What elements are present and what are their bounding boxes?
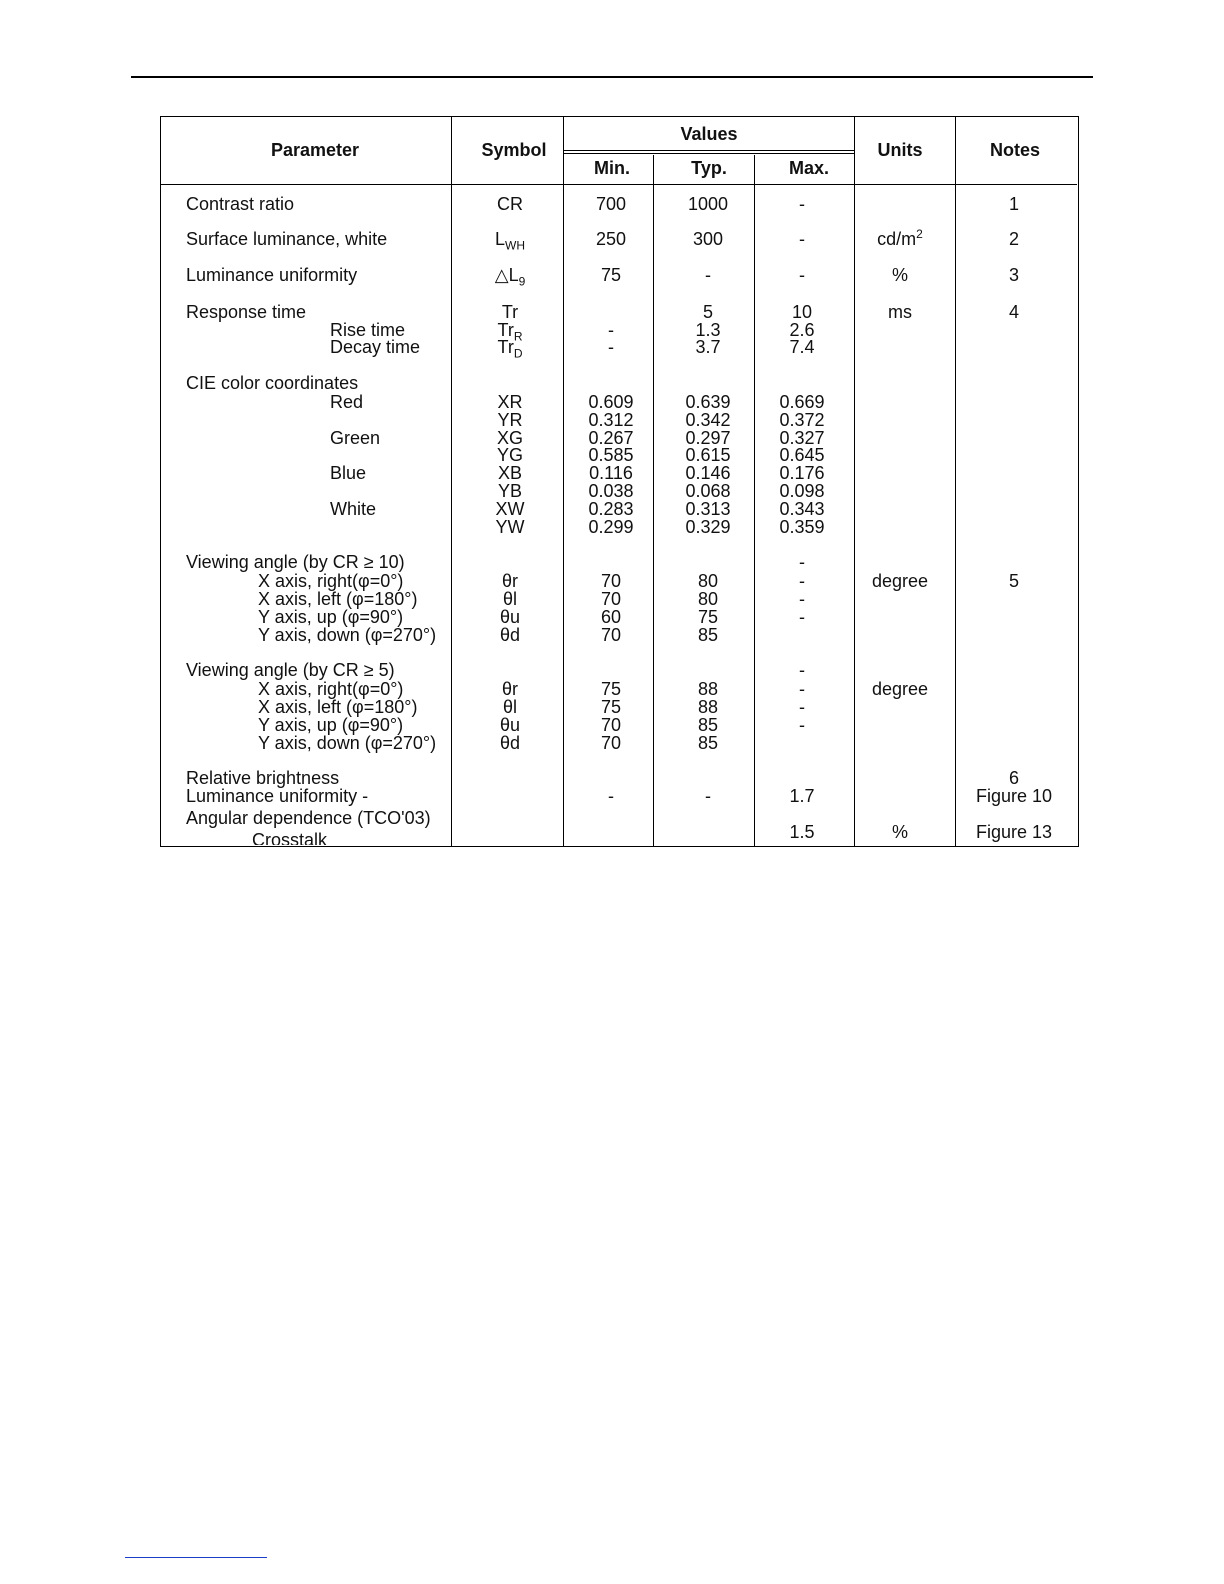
max-left: - (799, 589, 805, 609)
symbol: CR (497, 194, 523, 214)
col-divider-parameter (451, 117, 452, 846)
typ-value: 1000 (687, 194, 729, 214)
sub-label-left: X axis, left (φ=180°) (258, 589, 418, 609)
optical-spec-table (160, 116, 1079, 847)
unit: degree (871, 571, 929, 591)
symbol-right: θr (501, 571, 519, 591)
note-1: 6 (1008, 768, 1020, 788)
max-xg: 0.327 (779, 428, 825, 448)
col-divider-units (955, 117, 956, 846)
max-yr: 0.372 (779, 410, 825, 430)
min-yr: 0.312 (588, 410, 634, 430)
label-blue: Blue (330, 463, 367, 483)
typ-yr: 0.342 (685, 410, 731, 430)
typ-left: 88 (697, 697, 719, 717)
symbol: $L_{WH}$ (494, 229, 526, 253)
label-green: Green (330, 428, 381, 448)
max-xb: 0.176 (779, 463, 825, 483)
header-parameter: Parameter (270, 140, 360, 160)
max-value-rise: 2.6 (789, 320, 815, 340)
param-label: Angular dependence (TCO'03) (186, 808, 431, 828)
sub-label-up: Y axis, up (φ=90°) (258, 715, 404, 735)
symbol: Tr (501, 302, 519, 322)
typ-xw: 0.313 (685, 499, 731, 519)
note: 1 (1008, 194, 1020, 214)
max-left: - (799, 697, 805, 717)
param-label: Viewing angle (by CR ≥ 5) (186, 660, 395, 680)
symbol-down: θd (499, 733, 521, 753)
header-units: Units (877, 140, 923, 160)
note: 4 (1008, 302, 1020, 322)
header-min: Min. (594, 158, 630, 178)
typ-xg: 0.297 (685, 428, 731, 448)
typ-value: 5 (702, 302, 714, 322)
min-value: - (608, 786, 614, 806)
min-right: 75 (600, 679, 622, 699)
typ-down: 85 (697, 625, 719, 645)
col-divider-min (653, 155, 654, 846)
typ-up: 75 (697, 607, 719, 627)
typ-right: 80 (697, 571, 719, 591)
symbol-down: θd (499, 625, 521, 645)
typ-up: 85 (697, 715, 719, 735)
typ-yg: 0.615 (685, 445, 731, 465)
min-right: 70 (600, 571, 622, 591)
header-notes: Notes (989, 140, 1041, 160)
sub-label-up: Y axis, up (φ=90°) (258, 607, 404, 627)
max-value: - (799, 229, 805, 249)
sub-label-rise: Rise time (330, 320, 406, 340)
param-label: Contrast ratio (186, 194, 295, 214)
min-up: 60 (600, 607, 622, 627)
sub-label-left: X axis, left (φ=180°) (258, 697, 418, 717)
max-up: - (799, 715, 805, 735)
unit: ms (888, 302, 912, 322)
symbol-decay: $Tr_D$ (497, 337, 523, 361)
max-value: - (799, 265, 805, 285)
row-crosstalk (161, 117, 451, 845)
min-value-decay: - (608, 337, 614, 357)
unit: $cd/m^2$ (877, 227, 923, 249)
symbol-yg: YG (496, 445, 524, 465)
param-label-1: Relative brightness (186, 768, 340, 788)
max-dash: - (799, 552, 805, 572)
min-value: 700 (595, 194, 627, 214)
label-red: Red (330, 392, 364, 412)
min-value-rise: - (608, 320, 614, 340)
min-yb: 0.038 (588, 481, 634, 501)
typ-left: 80 (697, 589, 719, 609)
note: 3 (1008, 265, 1020, 285)
values-rule-2 (563, 153, 854, 154)
unit: % (891, 265, 909, 285)
typ-value: - (705, 265, 711, 285)
col-divider-typ (754, 155, 755, 846)
symbol-xw: XW (495, 499, 525, 519)
unit: % (891, 822, 909, 842)
param-label: Surface luminance, white (186, 229, 388, 249)
param-label: CIE color coordinates (186, 373, 359, 393)
min-xb: 0.116 (589, 463, 633, 483)
symbol-xr: XR (497, 392, 523, 412)
min-xg: 0.267 (588, 428, 634, 448)
max-up: - (799, 607, 805, 627)
symbol-xb: XB (497, 463, 523, 483)
typ-value: - (705, 786, 711, 806)
min-xw: 0.283 (588, 499, 634, 519)
symbol-yw: YW (495, 517, 525, 537)
min-xr: 0.609 (588, 392, 634, 412)
max-right: - (799, 571, 805, 591)
typ-value-rise: 1.3 (695, 320, 721, 340)
symbol-yr: YR (497, 410, 523, 430)
sub-label-right: X axis, right(φ=0°) (258, 679, 404, 699)
col-divider-symbol (563, 117, 564, 846)
max-dash: - (799, 660, 805, 680)
max-xr: 0.669 (779, 392, 825, 412)
col-divider-max (854, 117, 855, 846)
typ-value: 300 (692, 229, 724, 249)
symbol-right: θr (501, 679, 519, 699)
max-value: 10 (791, 302, 813, 322)
min-down: 70 (600, 625, 622, 645)
min-yg: 0.585 (588, 445, 634, 465)
symbol-left: θl (502, 697, 518, 717)
header-symbol: Symbol (481, 140, 547, 160)
note: 2 (1008, 229, 1020, 249)
min-left: 75 (600, 697, 622, 717)
min-down: 70 (600, 733, 622, 753)
max-yb: 0.098 (779, 481, 825, 501)
values-rule-1 (563, 150, 854, 151)
param-label-2: Luminance uniformity - (186, 786, 369, 806)
symbol-yb: YB (497, 481, 523, 501)
unit: degree (871, 679, 929, 699)
param-label: Response time (186, 302, 307, 322)
note-2: Figure 10 (975, 786, 1053, 806)
symbol: $\triangle L_9$ (494, 265, 526, 289)
sub-label-right: X axis, right(φ=0°) (258, 571, 404, 591)
param-label: Viewing angle (by CR ≥ 10) (186, 552, 405, 572)
min-up: 70 (600, 715, 622, 735)
max-yg: 0.645 (779, 445, 825, 465)
min-left: 70 (600, 589, 622, 609)
max-value: 1.5 (789, 822, 815, 842)
sub-label-down: Y axis, down (φ=270°) (258, 733, 437, 753)
typ-right: 88 (697, 679, 719, 699)
symbol-xg: XG (496, 428, 524, 448)
typ-down: 85 (697, 733, 719, 753)
note: Figure 13 (975, 822, 1053, 842)
max-value-decay: 7.4 (789, 337, 815, 357)
max-yw: 0.359 (779, 517, 825, 537)
note: 5 (1008, 571, 1020, 591)
typ-value-decay: 3.7 (695, 337, 721, 357)
header-typ: Typ. (691, 158, 727, 178)
symbol-up: θu (499, 715, 521, 735)
param-label: Crosstalk (252, 830, 328, 845)
typ-xr: 0.639 (685, 392, 731, 412)
footer-link-underline (125, 1557, 267, 1558)
max-right: - (799, 679, 805, 699)
typ-yb: 0.068 (685, 481, 731, 501)
symbol-rise: $Tr_R$ (497, 320, 523, 344)
min-yw: 0.299 (588, 517, 634, 537)
sub-label-decay: Decay time (330, 337, 421, 357)
symbol-up: θu (499, 607, 521, 627)
header-values: Values (680, 124, 738, 144)
param-label: Luminance uniformity (186, 265, 358, 285)
sub-label-down: Y axis, down (φ=270°) (258, 625, 437, 645)
symbol-left: θl (502, 589, 518, 609)
typ-xb: 0.146 (685, 463, 731, 483)
page-top-rule (131, 76, 1093, 78)
header-max: Max. (788, 158, 830, 178)
max-xw: 0.343 (779, 499, 825, 519)
max-value: - (799, 194, 805, 214)
max-value: 1.7 (789, 786, 815, 806)
typ-yw: 0.329 (685, 517, 731, 537)
min-value: 250 (595, 229, 627, 249)
label-white: White (330, 499, 377, 519)
min-value: 75 (600, 265, 622, 285)
